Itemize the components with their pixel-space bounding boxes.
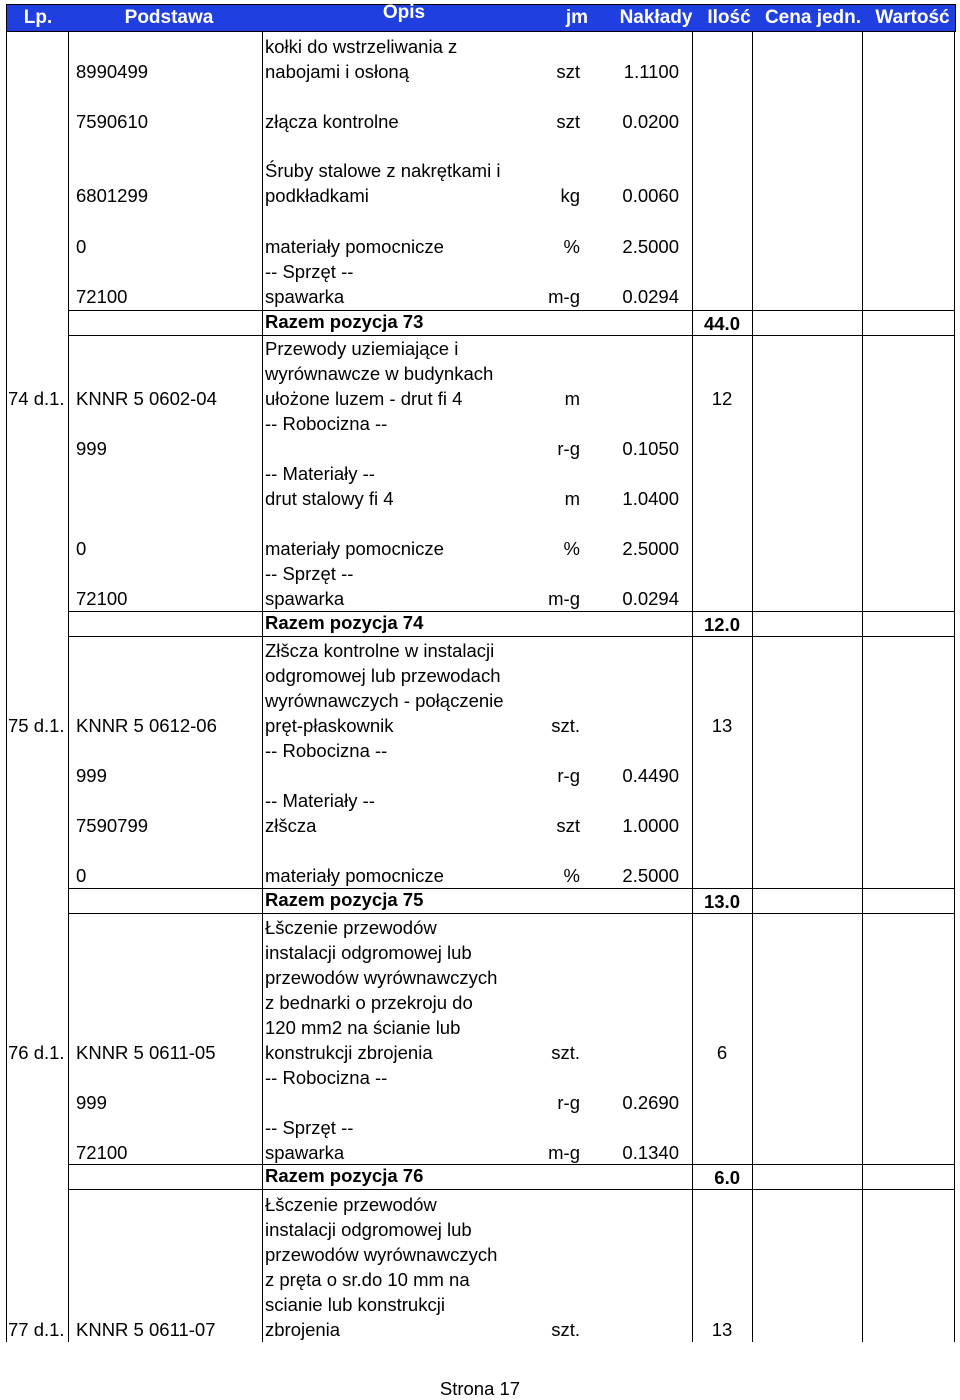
grid-line: [68, 32, 69, 1342]
code: 7590799: [76, 815, 149, 836]
position-basis: KNNR 5 0611-05: [76, 1042, 216, 1063]
value: 0.1340: [622, 1142, 679, 1163]
desc: materiały pomocnicze: [265, 236, 444, 257]
col-opis: Opis: [382, 2, 426, 23]
unit: m: [564, 388, 580, 409]
value: 2.5000: [622, 236, 679, 257]
code: 999: [76, 438, 107, 459]
grid-line: [752, 32, 753, 1342]
grid-line: [954, 32, 955, 1342]
desc: nabojami i osłoną: [265, 61, 409, 82]
unit: %: [563, 538, 580, 559]
desc: złšcza: [265, 815, 317, 836]
desc: Złšcza kontrolne w instalacji: [265, 640, 495, 661]
quantity: 13: [711, 715, 733, 736]
desc: Śruby stalowe z nakrętkami i: [265, 160, 501, 181]
desc: ułożone luzem - drut fi 4: [265, 388, 463, 409]
desc: drut stalowy fi 4: [265, 488, 394, 509]
value: 0.2690: [622, 1092, 679, 1113]
value: 0.0294: [622, 588, 679, 609]
sum-label: Razem pozycja 75: [265, 889, 424, 910]
divider: [68, 310, 954, 311]
desc: materiały pomocnicze: [265, 865, 444, 886]
unit: szt: [556, 111, 580, 132]
sum-total: 44.0: [703, 313, 740, 334]
unit: r-g: [557, 1092, 580, 1113]
position-basis: KNNR 5 0611-07: [76, 1319, 216, 1340]
unit: r-g: [557, 438, 580, 459]
desc: spawarka: [265, 286, 345, 307]
col-lp: Lp.: [23, 7, 53, 28]
quantity: 12: [711, 388, 733, 409]
page-number: Strona 17: [439, 1378, 521, 1399]
desc: z bednarki o przekroju do: [265, 992, 473, 1013]
value: 2.5000: [622, 865, 679, 886]
section-label: -- Robocizna --: [265, 1067, 388, 1088]
value: 0.4490: [622, 765, 679, 786]
desc: kołki do wstrzeliwania z: [265, 36, 458, 57]
desc: Łšczenie przewodów: [265, 1194, 437, 1215]
unit: m: [564, 488, 580, 509]
divider: [68, 636, 954, 637]
desc: Łšczenie przewodów: [265, 917, 437, 938]
unit: szt: [556, 815, 580, 836]
unit: m-g: [548, 286, 580, 307]
desc: konstrukcji zbrojenia: [265, 1042, 433, 1063]
desc: podkładkami: [265, 185, 369, 206]
section-label: -- Materiały --: [265, 463, 375, 484]
col-cena: Cena jedn.: [764, 7, 862, 28]
unit: szt.: [551, 1042, 580, 1063]
divider: [68, 1164, 954, 1165]
unit: szt.: [551, 1319, 580, 1340]
unit: kg: [560, 185, 580, 206]
value: 1.0400: [622, 488, 679, 509]
quantity: 13: [711, 1319, 733, 1340]
desc: złącza kontrolne: [265, 111, 399, 132]
code: 0: [76, 236, 87, 257]
code: 8990499: [76, 61, 149, 82]
code: 7590610: [76, 111, 149, 132]
code: 72100: [76, 286, 128, 307]
position-lp: 74 d.1.: [8, 388, 65, 409]
unit: szt.: [551, 715, 580, 736]
desc: 120 mm2 na ścianie lub: [265, 1017, 461, 1038]
value: 2.5000: [622, 538, 679, 559]
section-label: -- Sprzęt --: [265, 1117, 354, 1138]
value: 1.1100: [623, 61, 679, 82]
section-label: -- Robocizna --: [265, 413, 388, 434]
desc: materiały pomocnicze: [265, 538, 444, 559]
unit: %: [563, 865, 580, 886]
desc: spawarka: [265, 588, 345, 609]
sum-label: Razem pozycja 73: [265, 311, 424, 332]
desc: odgromowej lub przewodach: [265, 665, 501, 686]
value: 0.1050: [622, 438, 679, 459]
code: 0: [76, 538, 87, 559]
unit: m-g: [548, 1142, 580, 1163]
sum-label: Razem pozycja 76: [265, 1165, 424, 1186]
unit: %: [563, 236, 580, 257]
sum-label: Razem pozycja 74: [265, 612, 424, 633]
value: 0.0200: [622, 111, 679, 132]
code: 72100: [76, 588, 128, 609]
desc: z pręta o sr.do 10 mm na: [265, 1269, 470, 1290]
divider: [68, 913, 954, 914]
section-label: -- Robocizna --: [265, 740, 388, 761]
value: 0.0294: [622, 286, 679, 307]
position-lp: 76 d.1.: [8, 1042, 65, 1063]
desc: zbrojenia: [265, 1319, 341, 1340]
code: 72100: [76, 1142, 128, 1163]
desc: spawarka: [265, 1142, 345, 1163]
quantity: 6: [716, 1042, 728, 1063]
section-label: -- Sprzęt --: [265, 563, 354, 584]
col-jm: jm: [565, 7, 589, 28]
desc: wyrównawcze w budynkach: [265, 363, 494, 384]
divider: [68, 1189, 954, 1190]
code: 0: [76, 865, 87, 886]
unit: m-g: [548, 588, 580, 609]
code: 999: [76, 1092, 107, 1113]
desc: przewodów wyrównawczych: [265, 1244, 498, 1265]
grid-line: [862, 32, 863, 1342]
code: 6801299: [76, 185, 149, 206]
sum-total: 6.0: [714, 1167, 740, 1188]
position-lp: 77 d.1.: [8, 1319, 65, 1340]
position-lp: 75 d.1.: [8, 715, 65, 736]
position-basis: KNNR 5 0612-06: [76, 715, 217, 736]
desc: Przewody uziemiające i: [265, 338, 459, 359]
divider: [68, 335, 954, 336]
unit: r-g: [557, 765, 580, 786]
desc: instalacji odgromowej lub: [265, 942, 472, 963]
position-basis: KNNR 5 0602-04: [76, 388, 217, 409]
divider: [68, 888, 954, 889]
grid-line: [262, 32, 263, 1342]
code: 999: [76, 765, 107, 786]
desc: scianie lub konstrukcji: [265, 1294, 445, 1315]
divider: [68, 611, 954, 612]
grid-line: [6, 32, 7, 1342]
desc: wyrównawczych - połączenie: [265, 690, 504, 711]
section-label: -- Materiały --: [265, 790, 375, 811]
value: 0.0060: [622, 185, 679, 206]
desc: przewodów wyrównawczych: [265, 967, 498, 988]
col-podstawa: Podstawa: [124, 7, 214, 28]
sum-total: 13.0: [703, 891, 740, 912]
grid-line: [692, 32, 693, 1342]
value: 1.0000: [622, 815, 679, 836]
unit: szt: [556, 61, 580, 82]
desc: pręt-płaskownik: [265, 715, 394, 736]
table-header: [6, 4, 956, 32]
sum-total: 12.0: [703, 614, 740, 635]
col-naklady: Nakłady: [619, 7, 693, 28]
col-ilosc: Ilość: [707, 7, 751, 28]
desc: instalacji odgromowej lub: [265, 1219, 472, 1240]
section-label: -- Sprzęt --: [265, 261, 354, 282]
col-wartosc: Wartość: [875, 7, 950, 28]
